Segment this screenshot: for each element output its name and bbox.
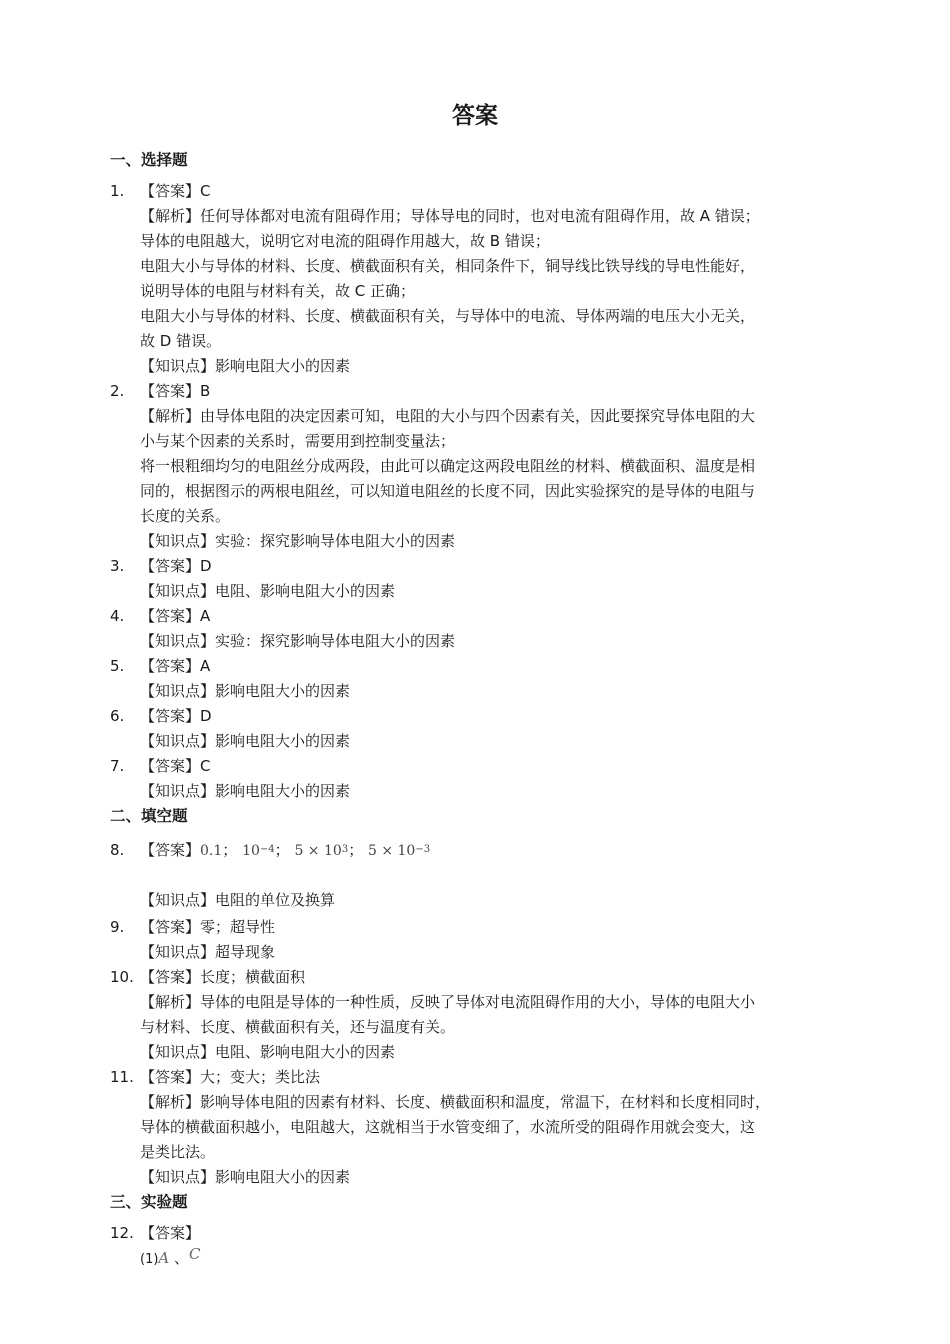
analysis-line: 小与某个因素的关系时，需要用到控制变量法； xyxy=(140,432,456,450)
knowledge-line: 【知识点】影响电阻大小的因素 xyxy=(140,782,351,800)
answer-value-2: $10^{-4}$ xyxy=(242,843,275,859)
analysis-line: 【解析】影响导体电阻的因素有材料、长度、横截面积和温度，常温下，在材料和长度相同时， xyxy=(140,1093,771,1111)
question-9 xyxy=(110,915,850,965)
knowledge-line: 【知识点】实验：探究影响导体电阻大小的因素 xyxy=(140,532,456,550)
analysis-line: 【解析】任何导体都对电流有阻碍作用；导体导电的同时，也对电流有阻碍作用，故 A 错误； xyxy=(140,207,760,225)
answer-label: 【答案】 xyxy=(140,841,201,859)
question-number: 9. xyxy=(110,918,125,936)
analysis-line: 同的，根据图示的两根电阻丝，可以知道电阻丝的长度不同，因此实验探究的是导体的电阻与 xyxy=(140,482,756,500)
question-3 xyxy=(110,554,850,604)
answer-line: 【答案】C xyxy=(140,182,211,200)
answer-line: 【答案】A xyxy=(140,607,211,625)
question-number: 8. xyxy=(110,841,125,859)
question-number: 1. xyxy=(110,182,125,200)
question-10 xyxy=(110,965,850,1065)
question-7 xyxy=(110,754,850,804)
analysis-line: 电阻大小与导体的材料、长度、横截面积有关，与导体中的电流、导体两端的电压大小无关， xyxy=(140,307,756,325)
answer-line: 【答案】C xyxy=(140,757,211,775)
answer-value-3: $5 \times 10^3$ xyxy=(294,843,349,859)
knowledge-line: 【知识点】影响电阻大小的因素 xyxy=(140,682,351,700)
question-number: 12. xyxy=(110,1224,134,1242)
blank-spacer xyxy=(140,865,850,885)
question-number: 10. xyxy=(110,968,134,986)
analysis-line: 【解析】导体的电阻是导体的一种性质，反映了导体对电流阻碍作用的大小，导体的电阻大小 xyxy=(140,993,756,1011)
knowledge-line: 【知识点】电阻的单位及换算 xyxy=(140,891,336,909)
knowledge-line: 【知识点】电阻、影响电阻大小的因素 xyxy=(140,582,396,600)
answer-line: 【答案】大；变大；类比法 xyxy=(140,1068,321,1086)
question-1 xyxy=(110,179,850,379)
sub-answer-c: C xyxy=(189,1245,201,1263)
knowledge-line: 【知识点】实验：探究影响导体电阻大小的因素 xyxy=(140,632,456,650)
separator: 、 xyxy=(169,1249,190,1267)
knowledge-line: 【知识点】超导现象 xyxy=(140,943,276,961)
answer-line xyxy=(140,835,850,865)
knowledge-line: 【知识点】影响电阻大小的因素 xyxy=(140,357,351,375)
analysis-line: 【解析】由导体电阻的决定因素可知，电阻的大小与四个因素有关，因此要探究导体电阻的大 xyxy=(140,407,756,425)
question-5 xyxy=(110,654,850,704)
section-heading-fill: 二、填空题 xyxy=(110,807,188,825)
answer-content xyxy=(110,148,850,1271)
question-8 xyxy=(110,835,850,915)
separator: ； xyxy=(274,841,290,859)
analysis-line: 导体的电阻越大，说明它对电流的阻碍作用越大，故 B 错误； xyxy=(140,232,550,250)
separator: ； xyxy=(222,841,238,859)
question-12 xyxy=(110,1221,850,1271)
separator: ； xyxy=(348,841,364,859)
question-number: 6. xyxy=(110,707,125,725)
question-number: 4. xyxy=(110,607,125,625)
question-number: 3. xyxy=(110,557,125,575)
knowledge-line: 【知识点】电阻、影响电阻大小的因素 xyxy=(140,1043,396,1061)
answer-line: 【答案】 xyxy=(140,1224,201,1242)
question-number: 7. xyxy=(110,757,125,775)
knowledge-line: 【知识点】影响电阻大小的因素 xyxy=(140,1168,351,1186)
question-11 xyxy=(110,1065,850,1190)
analysis-line: 将一根粗细均匀的电阻丝分成两段，由此可以确定这两段电阻丝的材料、横截面积、温度是相 xyxy=(140,457,756,475)
answer-line: 【答案】A xyxy=(140,657,211,675)
sub-answer-a: A xyxy=(158,1249,170,1267)
analysis-line: 说明导体的电阻与材料有关，故 C 正确； xyxy=(140,282,416,300)
analysis-line: 导体的横截面积越小，电阻越大，这就相当于水管变细了，水流所受的阻碍作用就会变大，这 xyxy=(140,1118,756,1136)
analysis-line: 故 D 错误。 xyxy=(140,332,222,350)
analysis-line: 长度的关系。 xyxy=(140,507,231,525)
analysis-line: 电阻大小与导体的材料、长度、横截面积有关，相同条件下，铜导线比铁导线的导电性能好， xyxy=(140,257,756,275)
answer-value-1: 0.1 xyxy=(200,843,223,859)
knowledge-line: 【知识点】影响电阻大小的因素 xyxy=(140,732,351,750)
section-heading-choice: 一、选择题 xyxy=(110,151,188,169)
answer-line: 【答案】D xyxy=(140,557,212,575)
sub-answer-line xyxy=(140,1246,850,1271)
answer-line: 【答案】长度；横截面积 xyxy=(140,968,306,986)
question-number: 5. xyxy=(110,657,125,675)
question-4 xyxy=(110,604,850,654)
question-6 xyxy=(110,704,850,754)
analysis-line: 与材料、长度、横截面积有关，还与温度有关。 xyxy=(140,1018,456,1036)
question-2 xyxy=(110,379,850,554)
answer-line: 【答案】D xyxy=(140,707,212,725)
analysis-line: 是类比法。 xyxy=(140,1143,216,1161)
answer-line: 【答案】零；超导性 xyxy=(140,918,276,936)
answer-line: 【答案】B xyxy=(140,382,211,400)
page-title: 答案 xyxy=(452,103,498,129)
sub-label: (1) xyxy=(140,1252,159,1267)
question-number: 2. xyxy=(110,382,125,400)
answer-value-4: $5 \times 10^{-3}$ xyxy=(367,843,431,859)
section-heading-experiment: 三、实验题 xyxy=(110,1193,188,1211)
question-number: 11. xyxy=(110,1068,134,1086)
